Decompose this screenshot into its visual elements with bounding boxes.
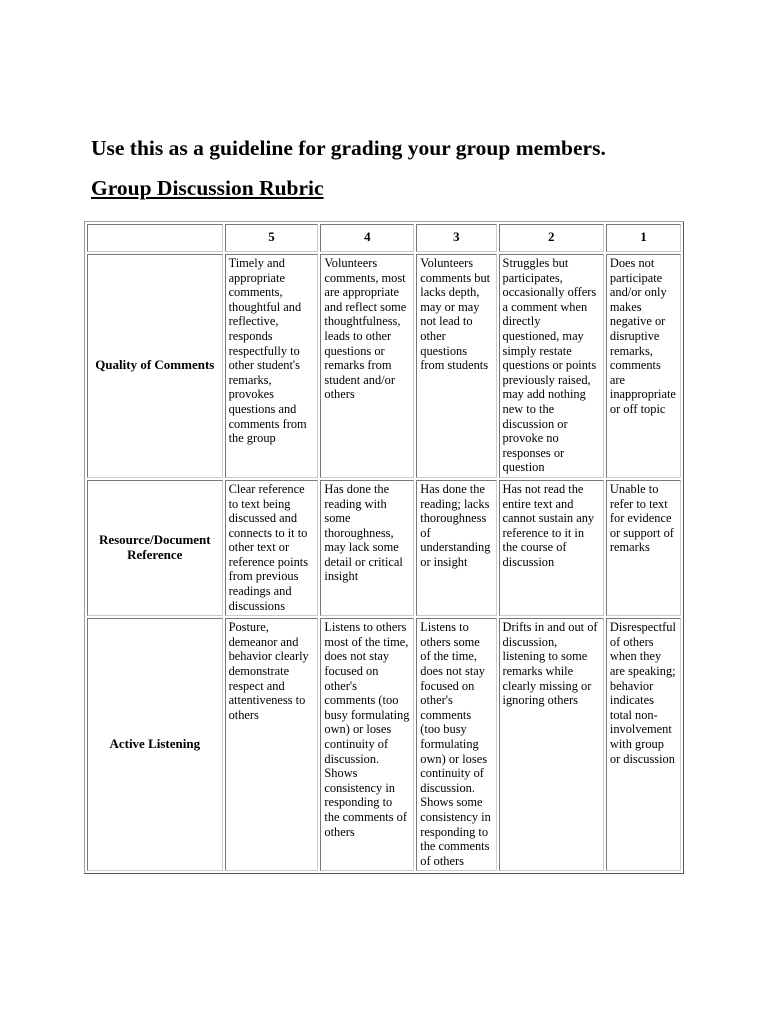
table-cell: Clear reference to text being discussed and connects to it to other text or reference points from previous readings and discussions [225, 480, 319, 616]
table-row [87, 480, 681, 616]
rubric-table [84, 221, 684, 874]
table-cell: Does not participate and/or only makes negative or disruptive remarks, comments are inappropriate or off topic [606, 254, 681, 478]
row-label: Resource/Document Reference [87, 480, 223, 616]
table-cell: Volunteers comments but lacks depth, may or may not lead to other questions from students [416, 254, 496, 478]
rubric-title: Group Discussion Rubric [91, 176, 324, 200]
table-cell: Struggles but participates, occasionally offers a comment when directly questioned, may simply restate questions or points previously raised, may add nothing new to the discussion or provoke no responses or question [499, 254, 604, 478]
table-row [87, 618, 681, 871]
header-cell: 4 [320, 224, 414, 252]
header-cell: 2 [499, 224, 604, 252]
table-cell: Has done the reading; lacks thoroughness of understanding or insight [416, 480, 496, 616]
row-label: Quality of Comments [87, 254, 223, 478]
header-cell: 1 [606, 224, 681, 252]
table-row [87, 254, 681, 478]
row-label: Active Listening [87, 618, 223, 871]
table-cell: Has not read the entire text and cannot sustain any reference to it in the course of discussion [499, 480, 604, 616]
page-heading: Use this as a guideline for grading your group members. [91, 136, 606, 160]
table-cell: Listens to others most of the time, does not stay focused on other's comments (too busy formulating own) or loses continuity of discussion. Shows consistency in responding to the comments of others [320, 618, 414, 871]
table-cell: Volunteers comments, most are appropriate and reflect some thoughtfulness, leads to other questions or remarks from student and/or others [320, 254, 414, 478]
table-cell: Disrespectful of others when they are speaking; behavior indicates total non-involvement with group or discussion [606, 618, 681, 871]
table-cell: Listens to others some of the time, does not stay focused on other's comments (too busy formulating own) or loses continuity of discussion. Shows some consistency in responding to the comments of others [416, 618, 496, 871]
header-cell [87, 224, 223, 252]
table-cell: Timely and appropriate comments, thoughtful and reflective, responds respectfully to other student's remarks, provokes questions and comments from the group [225, 254, 319, 478]
header-cell: 5 [225, 224, 319, 252]
header-cell: 3 [416, 224, 496, 252]
header-row [87, 224, 681, 252]
table-cell: Has done the reading with some thoroughness, may lack some detail or critical insight [320, 480, 414, 616]
table-cell: Drifts in and out of discussion, listening to some remarks while clearly missing or ignoring others [499, 618, 604, 871]
table-cell: Posture, demeanor and behavior clearly demonstrate respect and attentiveness to others [225, 618, 319, 871]
table-cell: Unable to refer to text for evidence or support of remarks [606, 480, 681, 616]
